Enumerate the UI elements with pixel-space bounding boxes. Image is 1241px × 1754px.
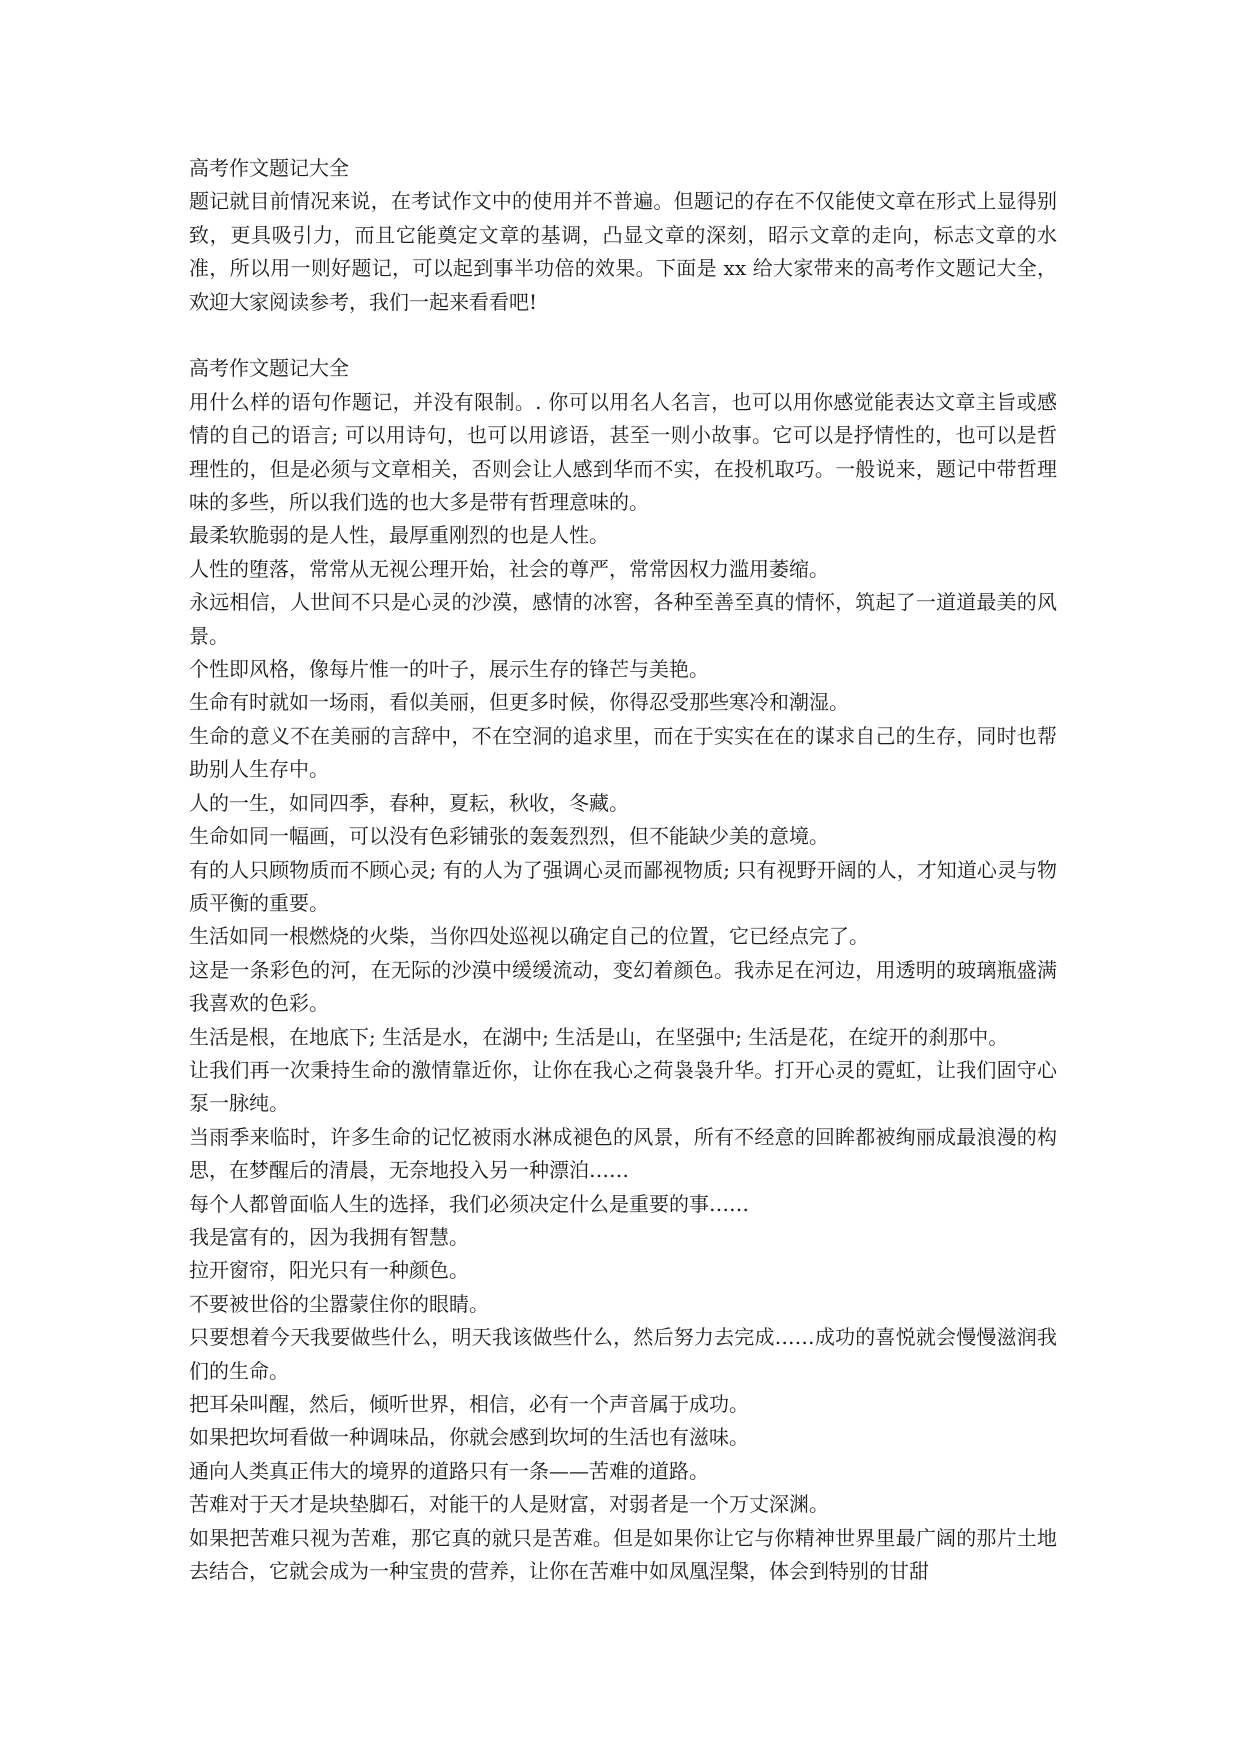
intro-paragraph: 题记就目前情况来说，在考试作文中的使用并不普遍。但题记的存在不仅能使文章在形式上显得别致，更具吸引力，而且它能奠定文章的基调，凸显文章的深刻，昭示文章的走向，标志文章的水准，所以用一则好题记，可以起到事半功倍的效果。下面是 xx 给大家带来的高考作文题记大全，欢迎大家阅读参考，我们一起来看看吧! <box>189 189 1057 314</box>
paragraph: 这是一条彩色的河，在无际的沙漠中缓缓流动，变幻着颜色。我赤足在河边，用透明的玻璃瓶盛满我喜欢的色彩。 <box>189 957 1057 1016</box>
paragraph: 生命的意义不在美丽的言辞中，不在空洞的追求里，而在于实实在在的谋求自己的生存，同时也帮助别人生存中。 <box>189 723 1057 782</box>
paragraph: 通向人类真正伟大的境界的道路只有一条——苦难的道路。 <box>189 1458 709 1483</box>
paragraph: 生命如同一幅画，可以没有色彩铺张的轰轰烈烈，但不能缺少美的意境。 <box>189 824 829 849</box>
document-page <box>189 152 1057 1588</box>
paragraph: 最柔软脆弱的是人性，最厚重刚烈的也是人性。 <box>189 523 609 548</box>
paragraph: 让我们再一次秉持生命的激情靠近你，让你在我心之荷袅袅升华。打开心灵的霓虹，让我们固守心泵一脉纯。 <box>189 1057 1057 1116</box>
paragraph: 把耳朵叫醒，然后，倾听世界，相信，必有一个声音属于成功。 <box>189 1392 749 1417</box>
paragraph: 用什么样的语句作题记，并没有限制。. 你可以用名人名言，也可以用你感觉能表达文章主旨或感情的自己的语言; 可以用诗句，也可以用谚语，甚至一则小故事。它可以是抒情性的，也可以是哲理性的，但是必须与文章相关，否则会让人感到华而不实，在投机取巧。一般说来，题记中带哲理味的多些，所以我们选的也大多是带有哲理意味的。 <box>189 389 1057 515</box>
paragraph: 我是富有的，因为我拥有智慧。 <box>189 1224 469 1249</box>
paragraph: 生命有时就如一场雨，看似美丽，但更多时候，你得忍受那些寒冷和潮湿。 <box>189 690 849 715</box>
paragraph: 生活是根，在地底下; 生活是水，在湖中; 生活是山，在坚强中; 生活是花，在绽开的刹那中。 <box>189 1024 1009 1049</box>
paragraph: 有的人只顾物质而不顾心灵; 有的人为了强调心灵而鄙视物质; 只有视野开阔的人，才知道心灵与物质平衡的重要。 <box>189 857 1057 915</box>
paragraph: 永远相信，人世间不只是心灵的沙漠，感情的冰窖，各种至善至真的情怀，筑起了一道道最美的风景。 <box>189 590 1057 648</box>
paragraph: 人的一生，如同四季，春种，夏耘，秋收，冬藏。 <box>189 790 629 815</box>
paragraph: 苦难对于天才是块垫脚石，对能干的人是财富，对弱者是一个万丈深渊。 <box>189 1492 829 1517</box>
document-title: 高考作文题记大全 <box>189 156 349 180</box>
paragraph: 人性的堕落，常常从无视公理开始，社会的尊严，常常因权力滥用萎缩。 <box>189 556 829 581</box>
paragraph: 当雨季来临时，许多生命的记忆被雨水淋成褪色的风景，所有不经意的回眸都被绚丽成最浪漫的构思，在梦醒后的清晨，无奈地投入另一种漂泊…… <box>189 1124 1057 1183</box>
paragraph: 个性即风格，像每片惟一的叶子，展示生存的锋芒与美艳。 <box>189 657 709 682</box>
paragraph: 如果把坎坷看做一种调味品，你就会感到坎坷的生活也有滋味。 <box>189 1425 749 1450</box>
paragraph: 如果把苦难只视为苦难，那它真的就只是苦难。但是如果你让它与你精神世界里最广阔的那片土地去结合，它就会成为一种宝贵的营养，让你在苦难中如凤凰涅槃，体会到特别的甘甜 <box>189 1525 1057 1584</box>
paragraph: 生活如同一根燃烧的火柴，当你四处巡视以确定自己的位置，它已经点完了。 <box>189 924 869 949</box>
paragraph: 只要想着今天我要做些什么，明天我该做些什么，然后努力去完成……成功的喜悦就会慢慢滋润我们的生命。 <box>189 1325 1057 1383</box>
paragraph: 不要被世俗的尘嚣蒙住你的眼睛。 <box>189 1291 489 1316</box>
blank-line <box>189 319 1057 352</box>
paragraph: 拉开窗帘，阳光只有一种颜色。 <box>189 1258 469 1283</box>
paragraph: 每个人都曾面临人生的选择，我们必须决定什么是重要的事…… <box>189 1191 749 1216</box>
section-title: 高考作文题记大全 <box>189 356 349 381</box>
